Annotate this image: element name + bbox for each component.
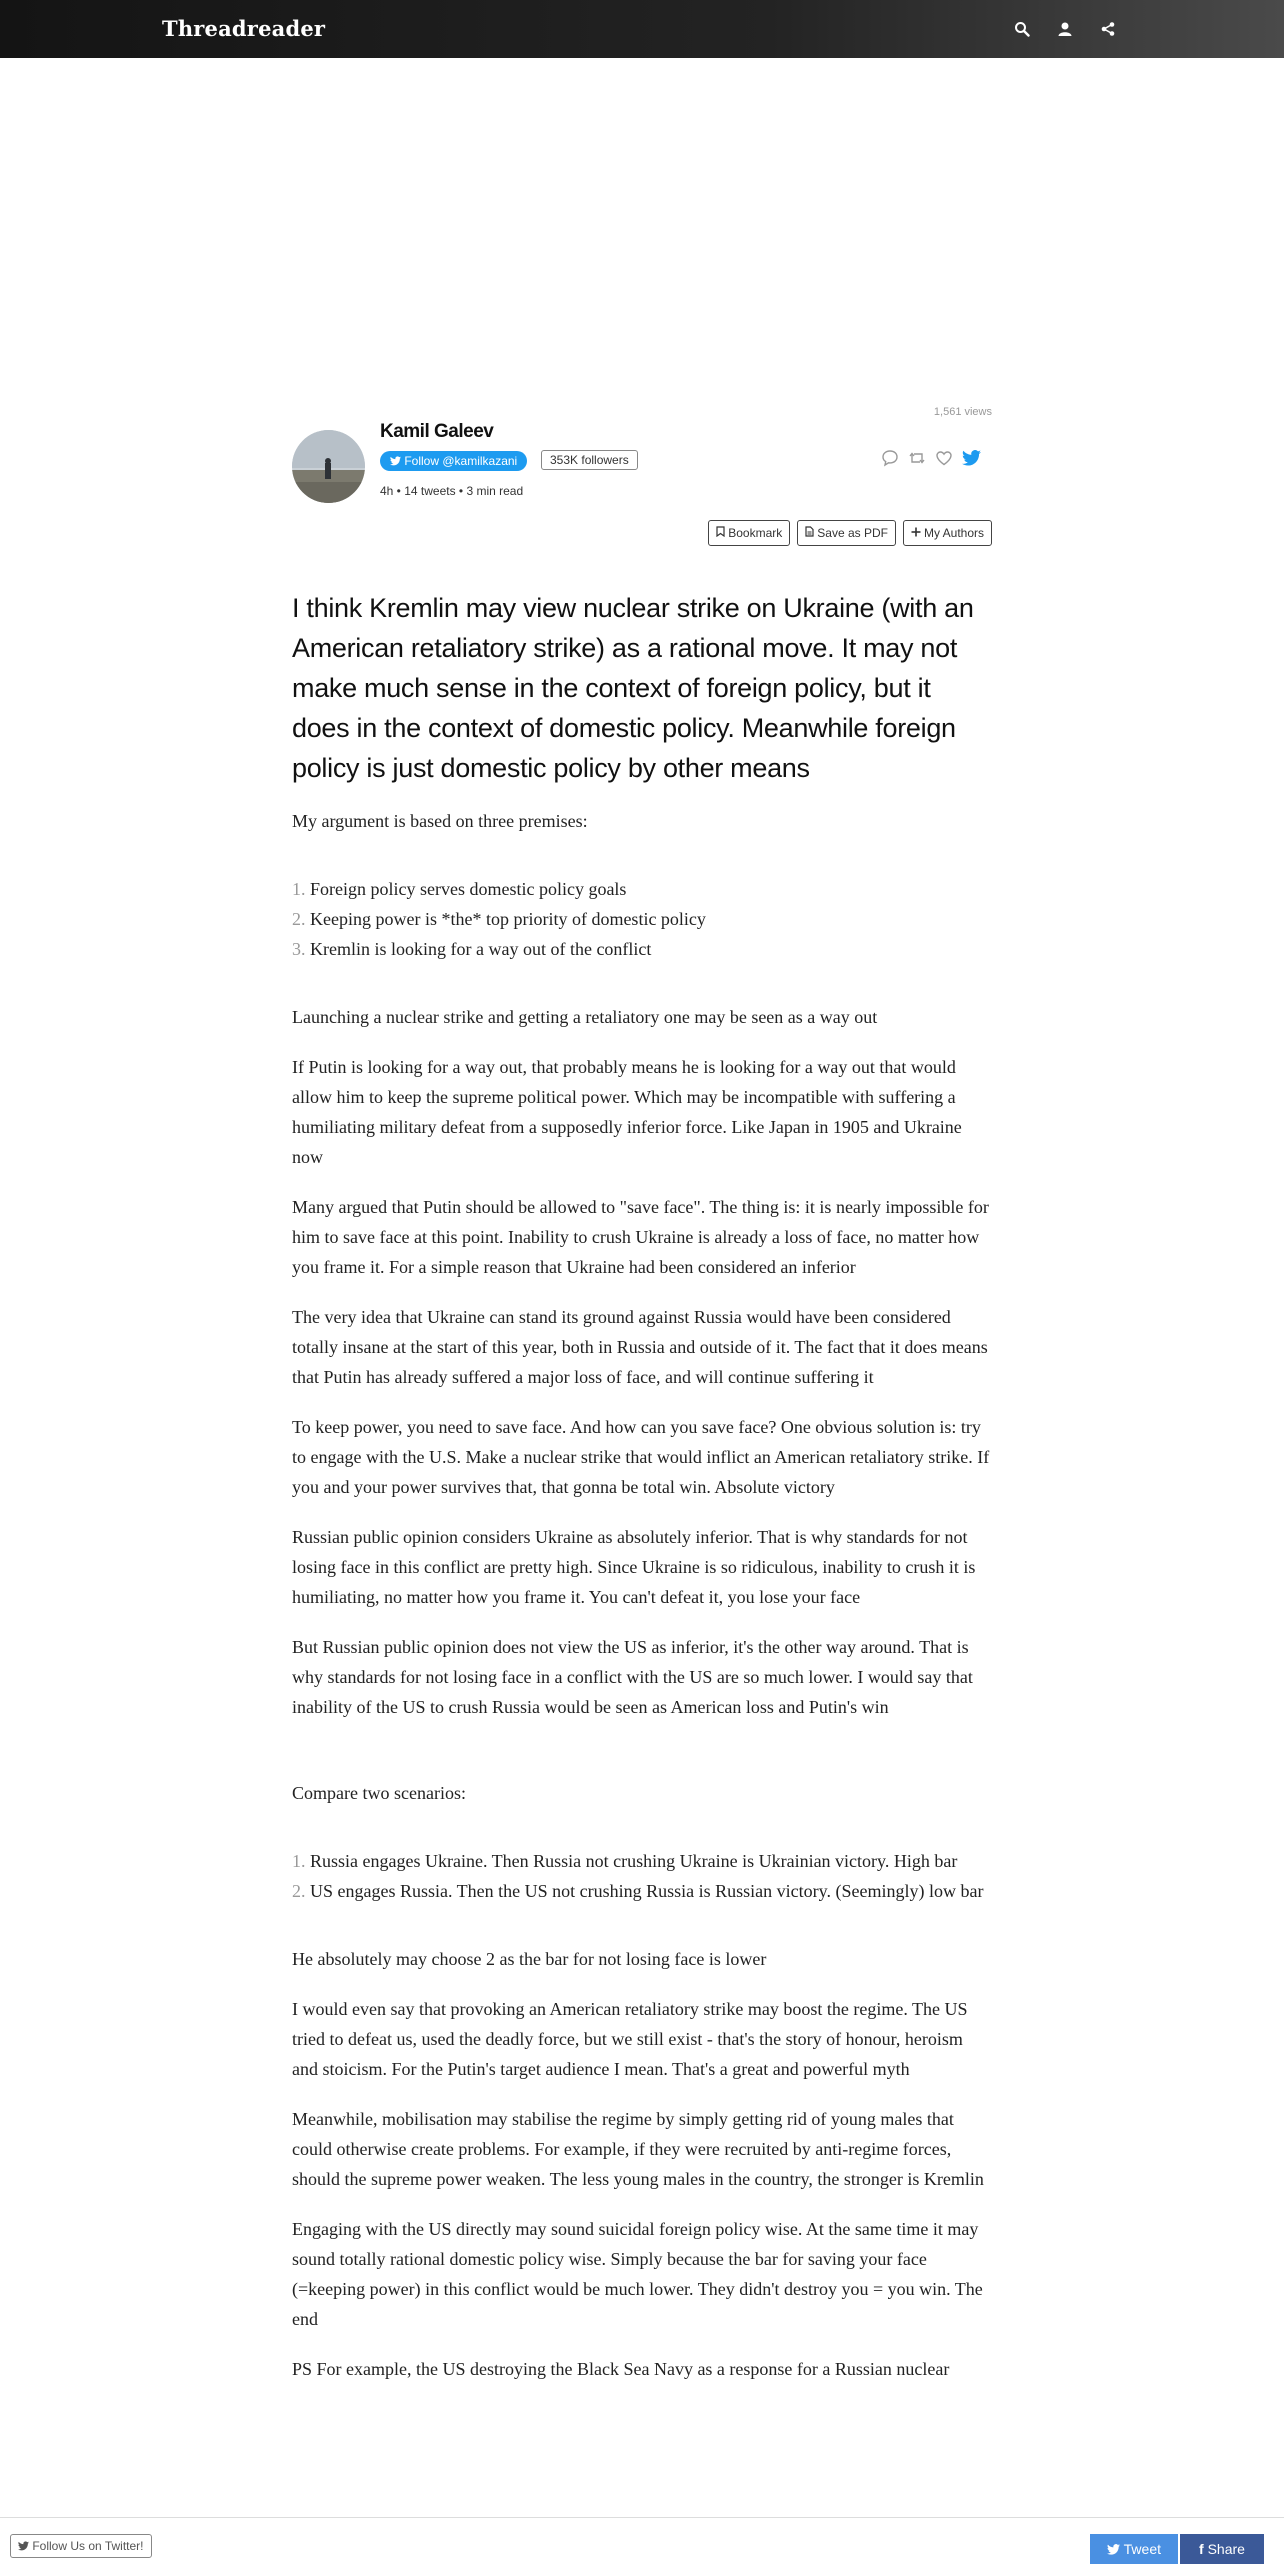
save-pdf-label: Save as PDF <box>817 526 888 540</box>
tweet-text: Many argued that Putin should be allowed to "save face". The thing is: it is nearly impossible for him to save face at this point. Inability to crush Ukraine is already a loss of face, no matter how you frame it. For a simple reason that Ukraine had been considered an inferior <box>292 1197 989 1277</box>
thread-lead-tweet: I think Kremlin may view nuclear strike on Ukraine (with an American retaliatory strike) as a rational move. It may not make much sense in the context of foreign policy, but it does in the context of domestic policy. Meanwhile foreign policy is just domestic policy by other means <box>292 593 974 783</box>
view-count: 1,561 views <box>933 406 992 418</box>
share-label: Share <box>1207 2541 1245 2557</box>
list-number: 2. <box>292 1881 306 1901</box>
tweet-text: Compare two scenarios: <box>292 1783 466 1803</box>
twitter-bird-icon[interactable] <box>961 448 981 468</box>
tweet-text: I would even say that provoking an American retaliatory strike may boost the regime. The US tried to defeat us, used the deadly force, but we still exist - that's the story of honour, heroism and stoicism. For the Putin's target audience I mean. That's a great and powerful myth <box>292 1999 968 2079</box>
list-item <box>292 1846 992 1876</box>
follow-us-label: Follow Us on Twitter! <box>32 2539 144 2553</box>
follow-us-button[interactable] <box>10 2534 152 2558</box>
brand-logo[interactable]: Threadreader <box>162 16 326 41</box>
thread-content <box>292 588 992 2404</box>
follow-button[interactable] <box>380 451 527 471</box>
list-number: 2. <box>292 909 306 929</box>
tweet-text: The very idea that Ukraine can stand its ground against Russia would have been considered totally insane at the start of this year, both in Russia and outside of it. The fact that it does means that Putin has already suffered a major loss of face, and will continue suffering it <box>292 1307 988 1387</box>
premises-list <box>292 874 992 964</box>
tweet-text: He absolutely may choose 2 as the bar for not losing face is lower <box>292 1949 767 1969</box>
list-item <box>292 1876 992 1906</box>
bookmark-button[interactable] <box>708 520 790 546</box>
tweet-text: But Russian public opinion does not view the US as inferior, it's the other way around. That is why standards for not losing face in a conflict with the US are so much lower. I would say that inability of the US to crush Russia would be seen as American loss and Putin's win <box>292 1637 973 1717</box>
list-number: 1. <box>292 879 306 899</box>
tweet-text: Meanwhile, mobilisation may stabilise the regime by simply getting rid of young males that could otherwise create problems. For example, if they were recruited by anti-regime forces, should the supreme power weaken. The less young males in the country, the stronger is Kremlin <box>292 2109 984 2189</box>
plus-icon <box>911 521 921 545</box>
tweet-text: Launching a nuclear strike and getting a retaliatory one may be seen as a way out <box>292 1007 878 1027</box>
thread-tweets <box>292 806 992 2384</box>
list-item <box>292 934 992 964</box>
my-authors-button[interactable] <box>903 520 992 546</box>
tweet-text: My argument is based on three premises: <box>292 811 588 831</box>
file-icon <box>805 521 814 545</box>
twitter-bird-icon <box>18 2536 29 2558</box>
bottom-bar <box>0 2517 1284 2568</box>
thread-meta: 4h • 14 tweets • 3 min read <box>380 484 524 498</box>
tweet-text: If Putin is looking for a way out, that probably means he is looking for a way out that would allow him to keep the supreme political power. Which may be incompatible with suffering a humiliating military defeat from a supposedly inferior force. Like Japan in 1905 and Ukraine now <box>292 1057 962 1167</box>
avatar[interactable] <box>292 430 365 503</box>
scenarios-list <box>292 1846 992 1906</box>
reply-icon[interactable] <box>880 448 900 468</box>
list-item-text: Keeping power is *the* top priority of domestic policy <box>310 909 706 929</box>
list-number: 3. <box>292 939 306 959</box>
thread-toolbar <box>708 520 992 546</box>
bookmark-label: Bookmark <box>728 526 783 540</box>
author-name[interactable]: Kamil Galeev <box>380 421 494 442</box>
twitter-bird-icon <box>390 452 401 472</box>
retweet-icon[interactable] <box>907 448 927 468</box>
tweet-text: Engaging with the US directly may sound suicidal foreign policy wise. At the same time it may sound totally rational domestic policy wise. Simply because the bar for saving your face (=keeping power) in this conflict would be much lower. They didn't destroy you = you win. The end <box>292 2219 983 2329</box>
my-authors-label: My Authors <box>923 526 984 540</box>
facebook-share-button[interactable] <box>1180 2534 1264 2564</box>
list-item-text: US engages Russia. Then the US not crushing Russia is Russian victory. (Seemingly) low bar <box>310 1881 984 1901</box>
list-item-text: Foreign policy serves domestic policy goals <box>310 879 627 899</box>
list-item <box>292 874 992 904</box>
tweet-actions <box>880 448 981 468</box>
tweet-label: Tweet <box>1123 2541 1161 2557</box>
tweet-text: To keep power, you need to save face. And how can you save face? One obvious solution is: try to engage with the U.S. Make a nuclear strike that would inflict an American retaliatory strike. If you and your power survives that, that gonna be total win. Absolute victory <box>292 1417 990 1497</box>
search-icon[interactable] <box>1010 17 1034 41</box>
facebook-icon: f <box>1199 2541 1204 2557</box>
like-icon[interactable] <box>934 448 954 468</box>
list-item-text: Russia engages Ukraine. Then Russia not crushing Ukraine is Ukrainian victory. High bar <box>310 1851 958 1871</box>
save-pdf-button[interactable] <box>797 520 896 546</box>
bookmark-icon <box>716 521 725 545</box>
user-icon[interactable] <box>1053 17 1077 41</box>
tweet-text: Russian public opinion considers Ukraine as absolutely inferior. That is why standards for not losing face in this conflict are pretty high. Since Ukraine is so ridiculous, inability to crush it is humiliating, no matter how you frame it. You can't defeat it, you lose your face <box>292 1527 976 1607</box>
list-item-text: Kremlin is looking for a way out of the conflict <box>310 939 652 959</box>
tweet-text: PS For example, the US destroying the Black Sea Navy as a response for a Russian nuclear <box>292 2359 950 2379</box>
list-item <box>292 904 992 934</box>
share-icon[interactable] <box>1096 17 1120 41</box>
tweet-button[interactable] <box>1090 2534 1178 2564</box>
followers-count: 353K followers <box>541 450 638 470</box>
follow-label: Follow @kamilkazani <box>404 454 518 468</box>
top-navbar <box>0 0 1284 58</box>
list-number: 1. <box>292 1851 306 1871</box>
twitter-bird-icon <box>1107 2535 1120 2565</box>
